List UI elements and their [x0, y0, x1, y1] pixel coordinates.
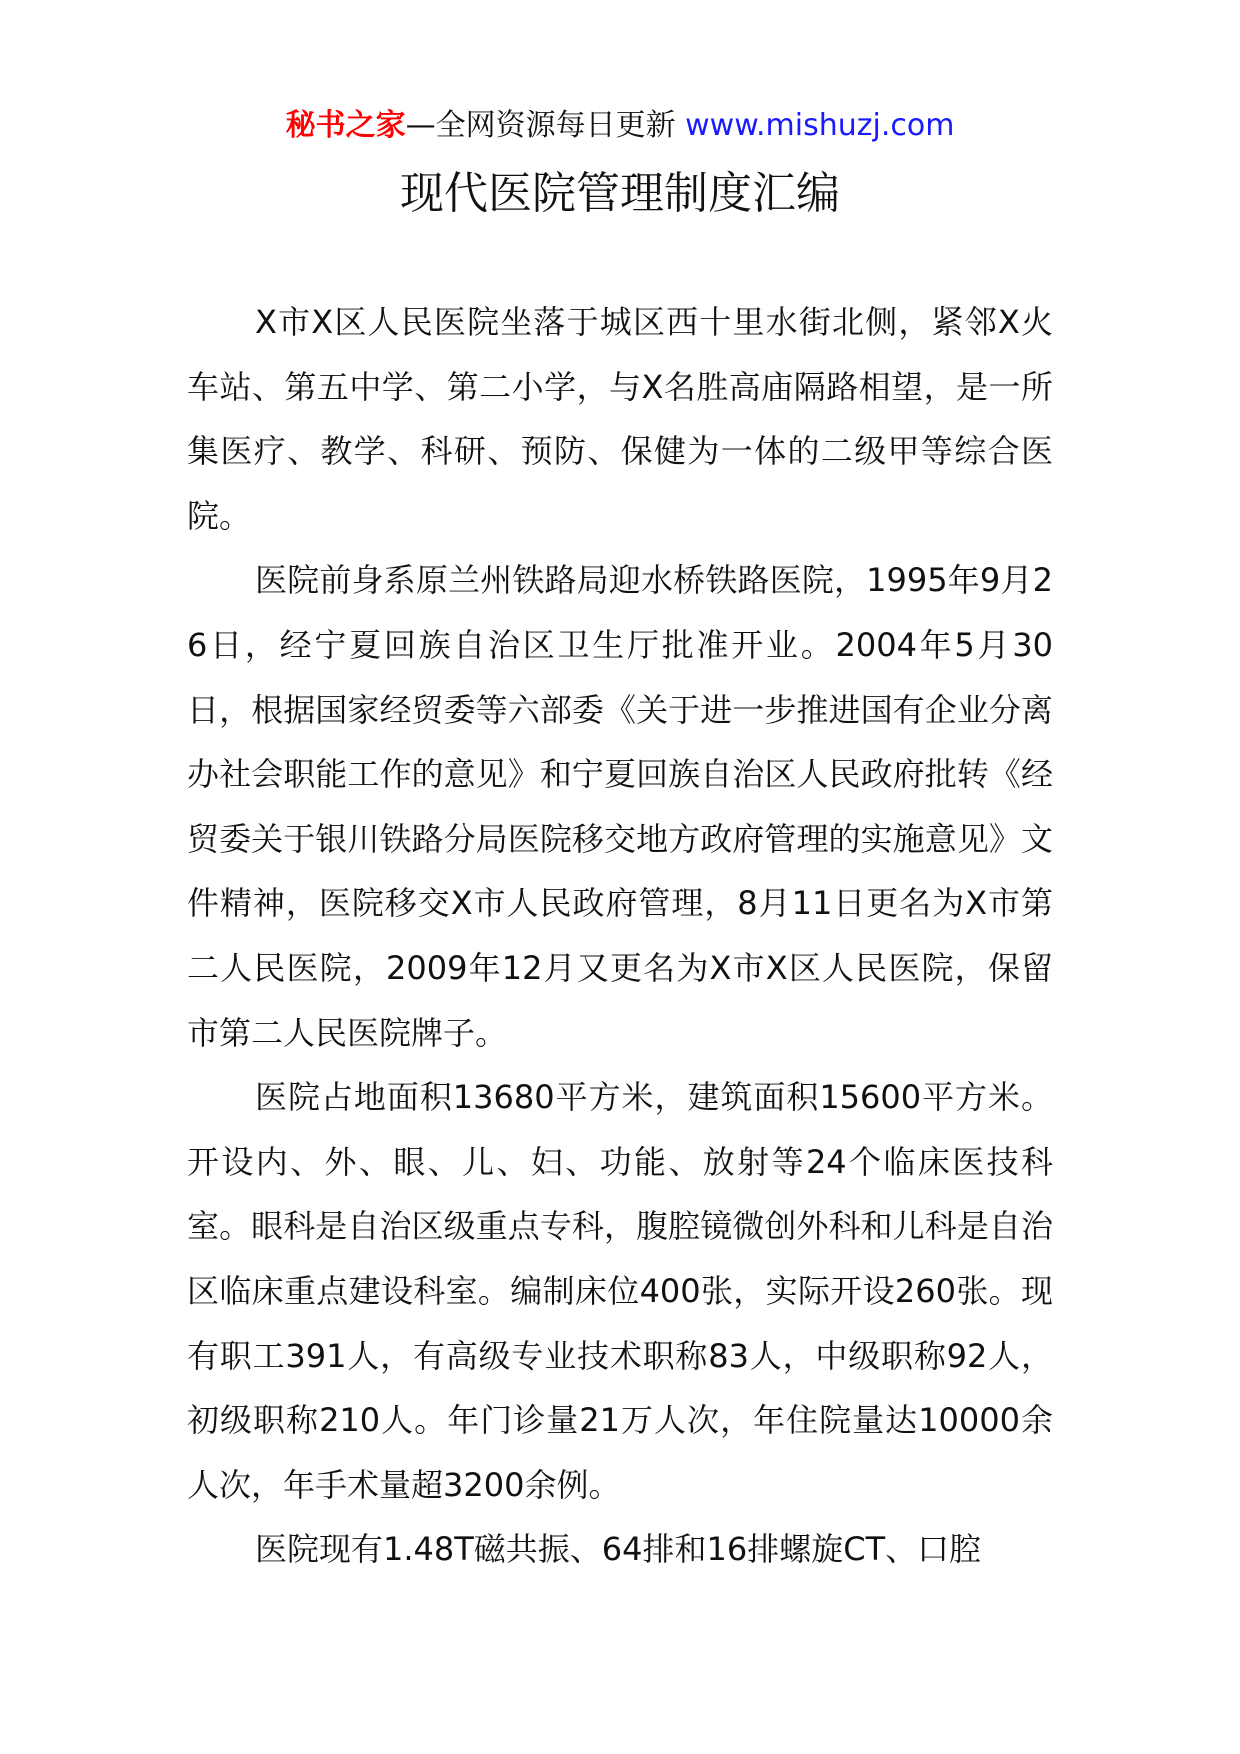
header-tagline: —全网资源每日更新: [405, 108, 676, 143]
document-body: [187, 290, 1053, 1582]
brand-name: 秘书之家: [285, 108, 406, 143]
paragraph: 医院现有1.48T磁共振、64排和16排螺旋CT、口腔: [255, 1530, 982, 1569]
paragraph: 医院占地面积13680平方米，建筑面积15600平方米。开设内、外、眼、儿、妇、功能、放射等24个临床医技科室。眼科是自治区级重点专科，腹腔镜微创外科和儿科是自治区临床重点建设科室。编制床位400张，实际开设260张。现有职工391人，有高级专业技术职称83人，中级职称92人，初级职称210人。年门诊量21万人次，年住院量达10000余人次，年手术量超3200余例。: [187, 1078, 1053, 1504]
paragraph: 医院前身系原兰州铁路局迎水桥铁路医院，1995年9月26日，经宁夏回族自治区卫生厅批准开业。2004年5月30日，根据国家经贸委等六部委《关于进一步推进国有企业分离办社会职能工作的意见》和宁夏回族自治区人民政府批转《经贸委关于银川铁路分局医院移交地方政府管理的实施意见》文件精神，医院移交X市人民政府管理，8月11日更名为X市第二人民医院，2009年12月又更名为X市X区人民医院，保留市第二人民医院牌子。: [187, 561, 1053, 1052]
document-title: 现代医院管理制度汇编: [400, 168, 840, 219]
page-header: [0, 104, 1240, 148]
site-url-link[interactable]: www.mishuzj.com: [685, 108, 955, 143]
paragraph: X市X区人民医院坐落于城区西十里水街北侧，紧邻X火车站、第五中学、第二小学，与X名胜高庙隔路相望，是一所集医疗、教学、科研、预防、保健为一体的二级甲等综合医院。: [187, 303, 1053, 535]
